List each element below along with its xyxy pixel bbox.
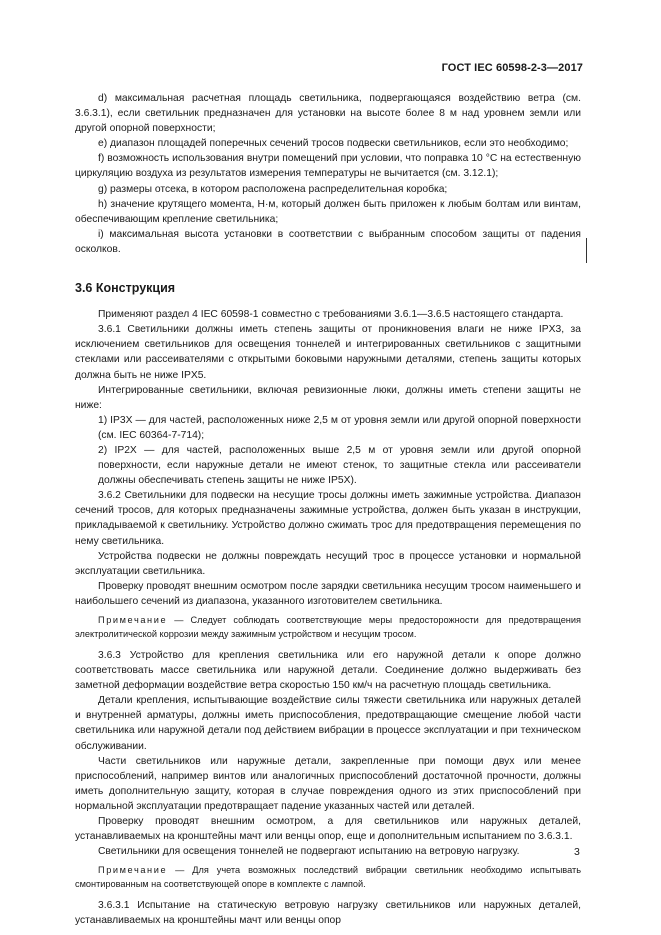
page-number: 3 bbox=[574, 846, 580, 858]
revision-mark bbox=[586, 238, 587, 263]
list-item-f: f) возможность использования внутри помещений при условии, что поправка 10 °С на естественную циркуляцию воздуха из результатов измерения температуры не вычитается (см. 3.12.1); bbox=[75, 153, 581, 180]
paragraph-3-6-1: 3.6.1 Светильники должны иметь степень защиты от проникновения влаги не ниже IPX3, за исключением светильников для освещения тоннелей и интегрированных светильников с защитными стеклами или рассеивателями с открытыми боковыми наружными деталями, степень защиты которых должна быть не ниже IPX5. bbox=[75, 324, 581, 381]
paragraph: Части светильников или наружные детали, закрепленные при помощи двух или менее приспособлений, например винтов или аналогичных приспособлений достаточной прочности, должны иметь дополнительную защиту, которая в случае повреждения одного из этих приспособлений при нормальной эксплуатации предотвращает падение указанных частей или деталей. bbox=[75, 755, 581, 812]
list-item-ip3x: 1) IP3X — для частей, расположенных ниже 2,5 м от уровня земли или другой опорной поверхности (см. IEC 60364-7-714); bbox=[98, 414, 581, 441]
list-item-g: g) размеры отсека, в котором расположена распределительная коробка; bbox=[98, 183, 448, 195]
list-item-d: d) максимальная расчетная площадь светильника, подвергающаяся воздействию ветра (см. 3.6.3.1), если светильник предназначен для установки на высоте более 8 м над уровнем земли или другой опорной поверхности; bbox=[75, 93, 581, 135]
paragraph-3-6-3: 3.6.3 Устройство для крепления светильника или его наружной детали к опоре должно соответствовать массе светильника или наружной детали. Соединение должно выдерживать без заметной деформации воздействие ветра скоростью 150 км/ч на расчетную площадь светильника. bbox=[75, 650, 581, 692]
paragraph: Детали крепления, испытывающие воздействие силы тяжести светильника или наружных деталей и внутренней арматуры, должны иметь приспособления, предотвращающие смещение любой части светильника или наружной детали под действием вибрации в процессе эксплуатации и при техническом обслуживании. bbox=[75, 695, 581, 752]
paragraph: Интегрированные светильники, включая ревизионные люки, должны иметь степени защиты не ниже: bbox=[75, 384, 581, 411]
paragraph: Устройства подвески не должны повреждать несущий трос в процессе установки и нормальной эксплуатации светильника. bbox=[75, 550, 581, 577]
note-label: Примечание bbox=[98, 615, 168, 625]
paragraph: Проверку проводят внешним осмотром, а для светильников или наружных деталей, устанавливаемых на кронштейны мачт или венцы опор, еще и дополнительным испытанием по 3.6.3.1. bbox=[75, 816, 581, 843]
standard-header: ГОСТ IEC 60598-2-3—2017 bbox=[441, 62, 583, 74]
note-label: Примечание bbox=[98, 865, 168, 876]
paragraph-3-6-2: 3.6.2 Светильники для подвески на несущие тросы должны иметь зажимные устройства. Диапазон сечений тросов, для которых предназначены зажимные устройства, должен быть указан в инструкции, прикладываемой к светильнику. Устройство должно сжимать трос для предотвращения перемещения по нему светильника. bbox=[75, 490, 581, 547]
list-item-ip2x: 2) IP2X — для частей, расположенных выше 2,5 м от уровня земли или другой опорной поверхности, если наружные детали не имеют стенок, то защитные стекла или рассеиватели должны обеспечивать степень защиты не ниже IP5X). bbox=[98, 444, 581, 487]
note-2 bbox=[75, 864, 581, 891]
note-text: — Для учета возможных последствий вибрации светильник необходимо испытывать смонтированным на соответствующей опоре в комплекте с лампой. bbox=[75, 865, 581, 889]
list-item-i: i) максимальная высота установки в соответствии с выбранным способом защиты от падения осколков. bbox=[75, 228, 581, 255]
page-content bbox=[75, 91, 581, 929]
section-heading: 3.6 Конструкция bbox=[75, 281, 176, 296]
paragraph: Светильники для освещения тоннелей не подвергают испытанию на ветровую нагрузку. bbox=[98, 846, 520, 858]
note-1 bbox=[75, 614, 581, 641]
paragraph-3-6-3-1: 3.6.3.1 Испытание на статическую ветровую нагрузку светильников или наружных деталей, устанавливаемых на кронштейны мачт или венцы опор bbox=[75, 900, 581, 927]
paragraph: Проверку проводят внешним осмотром после зарядки светильника несущим тросом наименьшего и наибольшего сечений из диапазона, указанного изготовителем светильника. bbox=[75, 580, 581, 607]
paragraph: Применяют раздел 4 IEC 60598-1 совместно с требованиями 3.6.1—3.6.5 настоящего стандарта. bbox=[98, 309, 564, 321]
list-item-e: e) диапазон площадей поперечных сечений тросов подвески светильников, если это необходимо; bbox=[98, 138, 569, 150]
list-item-h: h) значение крутящего момента, Н·м, который должен быть приложен к любым болтам или винтам, обеспечивающим крепление светильника; bbox=[75, 198, 581, 225]
note-text: — Следует соблюдать соответствующие меры предосторожности для предотвращения электролитической коррозии между зажимным устройством и несущим тросом. bbox=[75, 615, 581, 639]
